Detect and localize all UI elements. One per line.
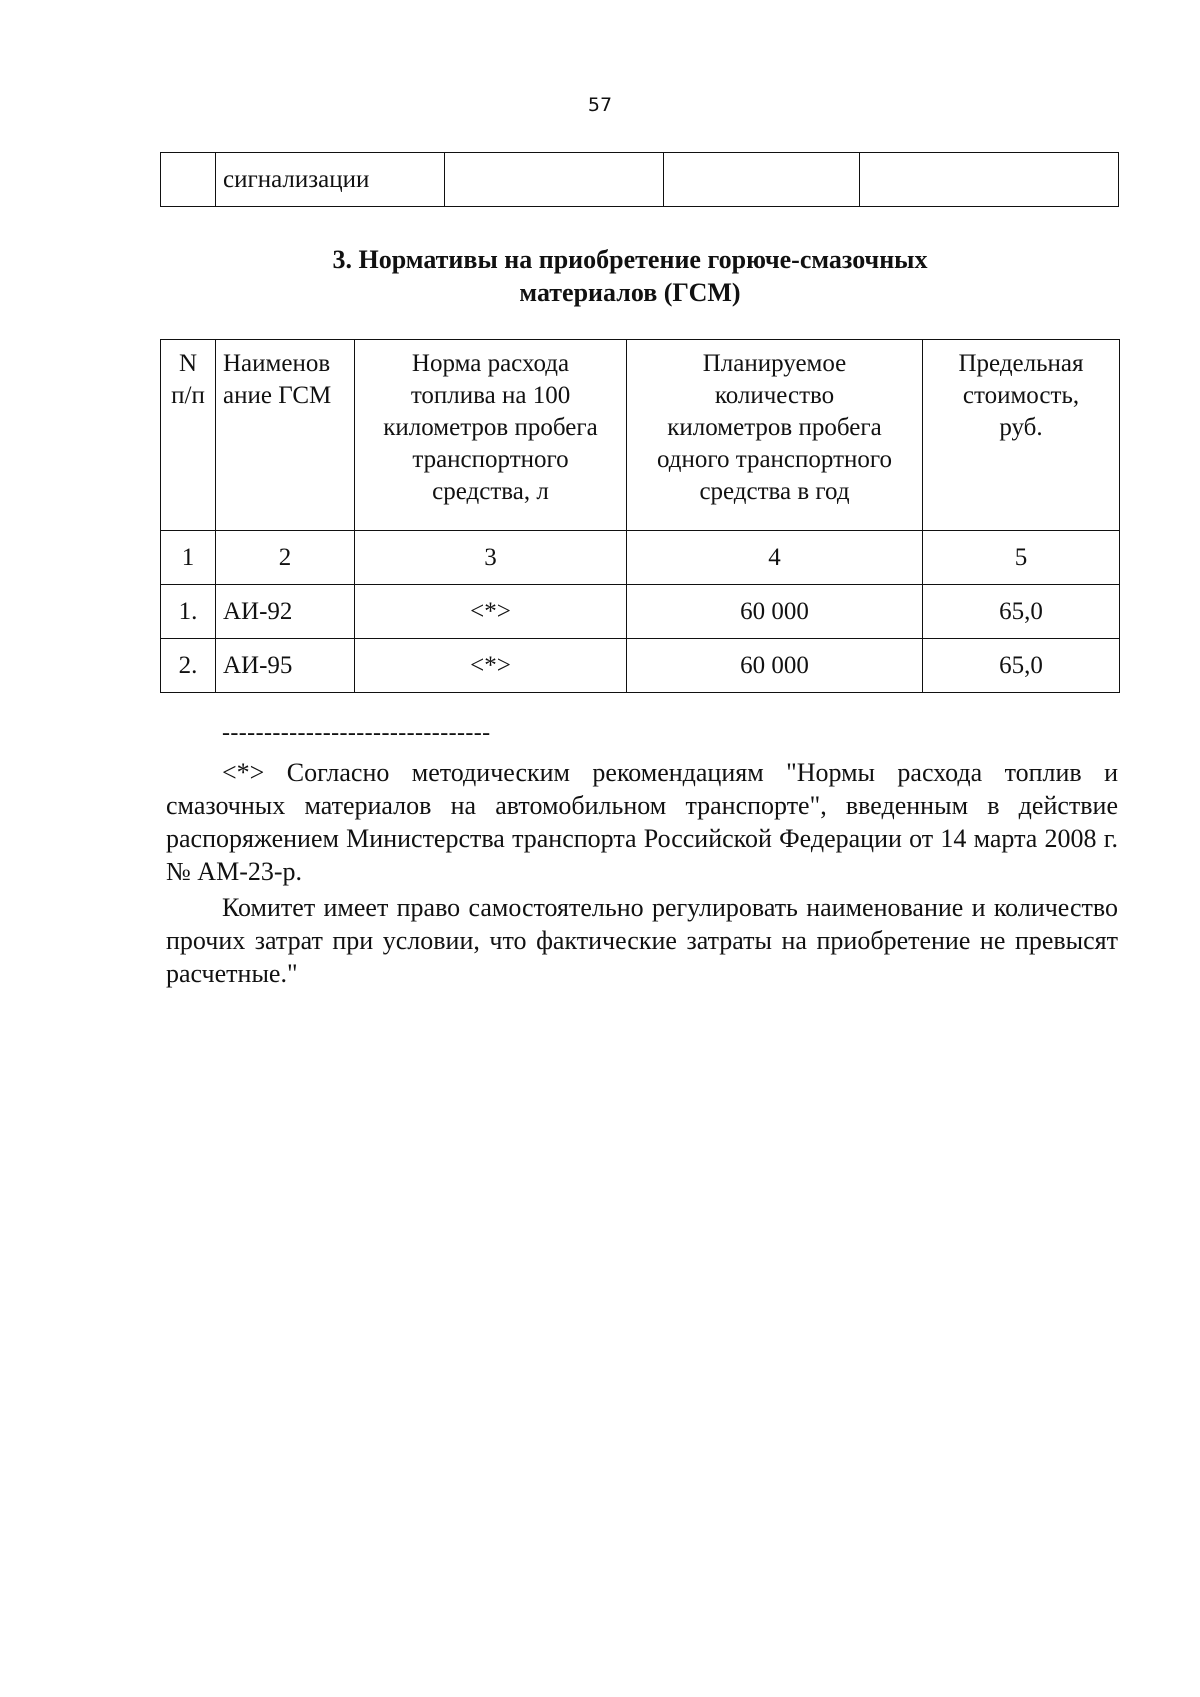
column-number-cell: 4 (627, 531, 923, 585)
table-cell (860, 153, 1119, 207)
header-line: километров пробега (383, 414, 598, 441)
column-number-cell: 5 (923, 531, 1120, 585)
header-line: количество (714, 382, 835, 409)
table-cell (161, 153, 216, 207)
header-line: транспортного (412, 446, 569, 473)
table-row (161, 153, 1119, 207)
continuation-table (160, 152, 1119, 207)
header-line: Норма расхода (411, 350, 570, 377)
header-line: N (178, 350, 198, 377)
header-line: ание ГСМ (223, 382, 332, 409)
column-number-cell: 3 (355, 531, 627, 585)
header-line: Предельная (958, 350, 1084, 377)
table-cell: 65,0 (923, 639, 1120, 693)
table-header-row (161, 340, 1120, 531)
table-cell: 65,0 (923, 585, 1120, 639)
header-cell (161, 340, 216, 531)
header-line: Планируемое (702, 350, 847, 377)
column-number-row (161, 531, 1120, 585)
table-cell: АИ-92 (216, 585, 355, 639)
table-cell (445, 153, 664, 207)
table-cell: сигнализации (216, 153, 445, 207)
column-number-cell: 2 (216, 531, 355, 585)
header-line: одного транспортного (656, 446, 893, 473)
section-title (0, 243, 1200, 309)
header-cell (355, 340, 627, 531)
header-cell (216, 340, 355, 531)
gsm-norms-table (160, 339, 1120, 693)
table-cell: <*> (355, 585, 627, 639)
header-line: средства, л (432, 478, 549, 505)
header-line: стоимость, (962, 382, 1080, 409)
section-title-line: 3. Нормативы на приобретение горюче-смазочных (332, 245, 928, 274)
header-line: километров пробега (667, 414, 882, 441)
header-line: п/п (171, 382, 205, 409)
note-paragraph: Комитет имеет право самостоятельно регулировать наименование и количество прочих затрат при условии, что фактические затраты на приобретение не превысят расчетные." (166, 893, 1118, 988)
table-cell: 2. (161, 639, 216, 693)
table-row (161, 585, 1120, 639)
column-number-cell: 1 (161, 531, 216, 585)
table-row (161, 639, 1120, 693)
table-cell: <*> (355, 639, 627, 693)
header-line: средства в год (699, 478, 850, 505)
table-cell: 60 000 (627, 639, 923, 693)
table-cell: 1. (161, 585, 216, 639)
table-cell: АИ-95 (216, 639, 355, 693)
page-number: 57 (587, 94, 613, 116)
table-cell (664, 153, 860, 207)
header-line: топлива на 100 (410, 382, 571, 409)
header-cell (923, 340, 1120, 531)
header-line: Наименов (223, 350, 331, 377)
header-cell (627, 340, 923, 531)
footnote-paragraph: <*> Согласно методическим рекомендациям "Нормы расхода топлив и смазочных материалов на автомобильном транспорте", введенным в действие распоряжением Министерства транспорта Российской Федерации от 14 марта 2008 г. № АМ-23-р. (166, 758, 1118, 886)
footnote-separator: -------------------------------- (222, 720, 491, 746)
table-cell: 60 000 (627, 585, 923, 639)
header-line: руб. (999, 414, 1043, 441)
section-title-line: материалов (ГСМ) (519, 278, 741, 307)
